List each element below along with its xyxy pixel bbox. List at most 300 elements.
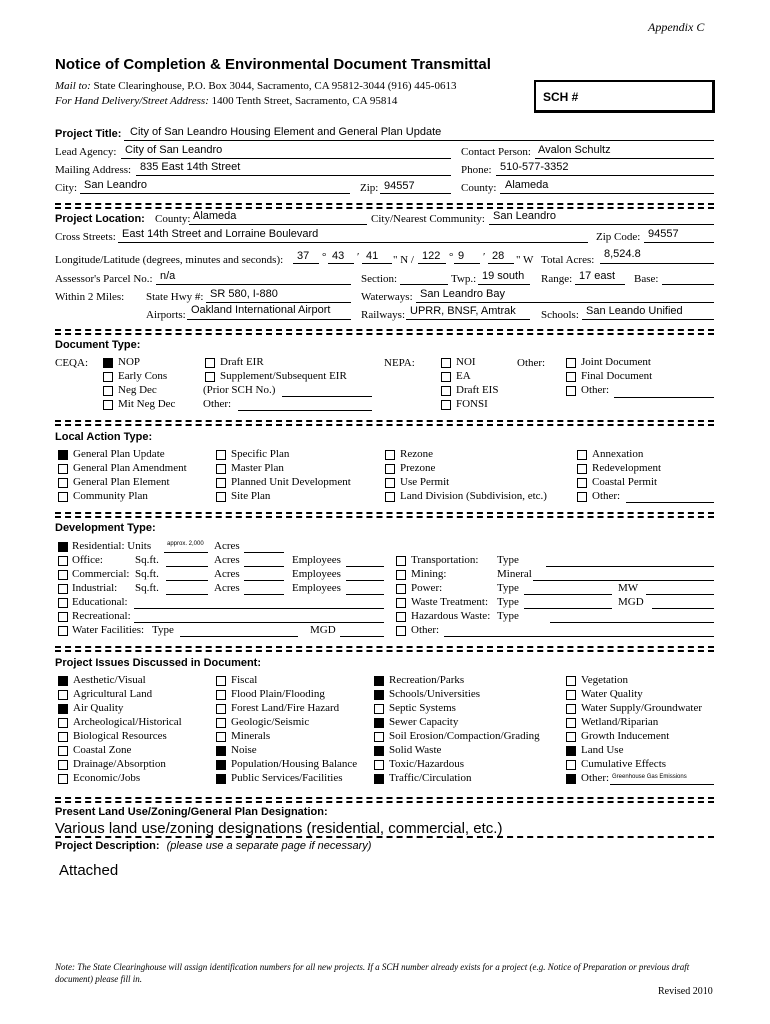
issue-option-checkbox[interactable] <box>566 774 576 784</box>
commercial-employees-line <box>346 580 384 581</box>
issue-option-label: Forest Land/Fire Hazard <box>231 702 340 714</box>
local-action-option-checkbox[interactable] <box>216 450 226 460</box>
ceqa-other-line <box>238 410 372 411</box>
lat-min-line <box>328 263 354 264</box>
other-doc-option-label: Other: <box>581 384 610 396</box>
issue-option-checkbox[interactable] <box>216 690 226 700</box>
issue-option-checkbox[interactable] <box>566 704 576 714</box>
issue-option-checkbox[interactable] <box>216 746 226 756</box>
commercial-label: Commercial: <box>72 568 130 580</box>
issue-option-checkbox[interactable] <box>374 718 384 728</box>
county-line <box>500 193 714 194</box>
ceqa-other-label: Other: <box>203 398 232 410</box>
apn-line <box>156 284 351 285</box>
development-option-type-label: Type <box>497 596 519 608</box>
lon-min[interactable]: 9 <box>458 250 465 262</box>
zip-value[interactable]: 94557 <box>384 180 415 192</box>
issue-option-label: Solid Waste <box>389 744 442 756</box>
local-action-option-label: Prezone <box>400 462 436 474</box>
other-doc-line <box>614 397 714 398</box>
issue-option-label: Fiscal <box>231 674 258 686</box>
prior-sch-line <box>282 396 372 397</box>
issue-option-checkbox[interactable] <box>374 746 384 756</box>
issue-option-label: Wetland/Riparian <box>581 716 659 728</box>
city-line <box>80 193 350 194</box>
lon-sec[interactable]: 28 <box>492 250 505 262</box>
ceqa-option-label: Neg Dec <box>118 384 157 396</box>
zip-label: Zip: <box>360 182 379 194</box>
development-option-line[interactable] <box>533 580 714 581</box>
local-action-option-checkbox[interactable] <box>216 464 226 474</box>
issue-option-label: Land Use <box>581 744 624 756</box>
commercial-acres-label: Acres <box>214 568 240 580</box>
local-action-option-checkbox[interactable] <box>58 450 68 460</box>
recreational-checkbox[interactable] <box>58 612 68 622</box>
phone-value[interactable]: 510-577-3352 <box>500 161 569 173</box>
local-action-option-checkbox[interactable] <box>577 464 587 474</box>
lead-agency-label: Lead Agency: <box>55 146 117 158</box>
within-label: Within 2 Miles: <box>55 291 125 303</box>
mail-to-address: State Clearinghouse, P.O. Box 3044, Sacramento, CA 95812-3044 (916) 445-0613 <box>93 80 457 92</box>
units-value[interactable]: approx. 2,000 <box>167 541 204 547</box>
range-label: Range: <box>541 273 573 285</box>
issue-option-checkbox[interactable] <box>58 718 68 728</box>
local-action-other-line <box>626 502 714 503</box>
divider <box>55 797 714 799</box>
waterways-value[interactable]: San Leandro Bay <box>420 288 506 300</box>
local-action-option-checkbox[interactable] <box>58 464 68 474</box>
waterways-line <box>416 302 714 303</box>
issue-option-checkbox[interactable] <box>566 732 576 742</box>
ceqa-label: CEQA: <box>55 357 88 369</box>
project-description-line <box>55 840 371 852</box>
issue-option-label: Minerals <box>231 730 271 742</box>
issue-option-checkbox[interactable] <box>566 690 576 700</box>
local-action-option-label: Planned Unit Development <box>231 476 351 488</box>
commercial-employees-label: Employees <box>292 568 341 580</box>
local-action-option-label: Annexation <box>592 448 644 460</box>
office-employees-label: Employees <box>292 554 341 566</box>
cross-streets-value[interactable]: East 14th Street and Lorraine Boulevard <box>122 228 319 240</box>
development-option-line[interactable] <box>550 622 714 623</box>
twp-label: Twp.: <box>451 273 477 285</box>
issue-option-checkbox[interactable] <box>216 676 226 686</box>
development-option-type-label: Type <box>497 554 519 566</box>
mail-to-line <box>55 80 456 92</box>
acres-label: Total Acres: <box>541 254 595 266</box>
residential-checkbox[interactable] <box>58 542 68 552</box>
ceqa-option-checkbox[interactable] <box>205 372 215 382</box>
ceqa-option-label: Supplement/Subsequent EIR <box>220 370 347 382</box>
lon-deg-line <box>418 263 446 264</box>
issue-option-label: Air Quality <box>73 702 124 714</box>
water-facilities-checkbox[interactable] <box>58 626 68 636</box>
railways-value[interactable]: UPRR, BNSF, Amtrak <box>410 305 516 317</box>
development-heading: Development Type: <box>55 522 156 534</box>
ceqa-option-checkbox[interactable] <box>103 400 113 410</box>
issue-option-label: Growth Inducement <box>581 730 670 742</box>
zipcode-value[interactable]: 94557 <box>648 228 679 240</box>
development-option-checkbox[interactable] <box>396 584 406 594</box>
issue-option-label: Toxic/Hazardous <box>389 758 464 770</box>
development-option-label: Transportation: <box>411 554 479 566</box>
apn-value[interactable]: n/a <box>160 270 176 282</box>
county-value[interactable]: Alameda <box>505 179 549 191</box>
issue-option-checkbox[interactable] <box>58 746 68 756</box>
deg-symbol: ° <box>449 251 454 263</box>
other-doc-option-checkbox[interactable] <box>566 358 576 368</box>
lat-sec-line <box>362 263 392 264</box>
commercial-sqft-label: Sq.ft. <box>135 568 159 580</box>
local-action-option-checkbox[interactable] <box>577 450 587 460</box>
zipcode-label: Zip Code: <box>596 231 641 243</box>
lead-agency-value[interactable]: City of San Leandro <box>125 144 223 156</box>
appendix-label: Appendix C <box>648 20 705 34</box>
issue-option-label: Soil Erosion/Compaction/Grading <box>389 730 540 742</box>
local-action-option-checkbox[interactable] <box>58 492 68 502</box>
water-type-label: Type <box>152 624 174 636</box>
waterways-label: Waterways: <box>361 291 413 303</box>
office-sqft-label: Sq.ft. <box>135 554 159 566</box>
development-option-label: Waste Treatment: <box>411 596 489 608</box>
commercial-acres-line <box>244 580 284 581</box>
local-action-option-checkbox[interactable] <box>216 492 226 502</box>
residential-acres-label: Acres <box>214 540 240 552</box>
issue-option-checkbox[interactable] <box>374 676 384 686</box>
local-action-option-label: Site Plan <box>231 490 271 502</box>
development-option-type-label: Type <box>497 610 519 622</box>
office-sqft-line <box>166 566 208 567</box>
issue-option-label: Coastal Zone <box>73 744 132 756</box>
issue-option-label: Sewer Capacity <box>389 716 459 728</box>
mailing-value[interactable]: 835 East 14th Street <box>140 161 241 173</box>
ceqa-option-checkbox[interactable] <box>205 358 215 368</box>
office-acres-label: Acres <box>214 554 240 566</box>
recreational-line <box>134 622 384 623</box>
nepa-option-checkbox[interactable] <box>441 400 451 410</box>
cross-streets-line <box>118 242 588 243</box>
other-doc-option-label: Joint Document <box>581 356 651 368</box>
twp-value[interactable]: 19 south <box>482 270 525 282</box>
issue-option-checkbox[interactable] <box>58 760 68 770</box>
airports-label: Airports: <box>146 309 186 321</box>
divider <box>55 333 714 335</box>
issue-option-label: Schools/Universities <box>389 688 481 700</box>
other-doc-option-checkbox[interactable] <box>566 386 576 396</box>
city-value[interactable]: San Leandro <box>84 179 147 191</box>
airports-line <box>187 319 351 320</box>
other-doc-option-label: Final Document <box>581 370 653 382</box>
development-unit-line[interactable] <box>652 608 714 609</box>
issue-option-checkbox[interactable] <box>58 676 68 686</box>
divider <box>55 424 714 426</box>
residential-acres-line <box>244 552 284 553</box>
local-action-option-checkbox[interactable] <box>385 478 395 488</box>
ceqa-option-label: Early Cons <box>118 370 168 382</box>
nepa-option-label: EA <box>456 370 471 382</box>
issue-option-label: Recreation/Parks <box>389 674 465 686</box>
hand-delivery-line <box>55 95 397 107</box>
doc-type-heading: Document Type: <box>55 339 141 351</box>
hand-delivery-address: 1400 Tenth Street, Sacramento, CA 95814 <box>211 95 398 107</box>
lat-min[interactable]: 43 <box>332 250 345 262</box>
office-checkbox[interactable] <box>58 556 68 566</box>
hwy-line <box>206 302 351 303</box>
nepa-option-label: Draft EIS <box>456 384 499 396</box>
divider <box>55 801 714 803</box>
issue-option-checkbox[interactable] <box>374 704 384 714</box>
issue-option-checkbox[interactable] <box>374 732 384 742</box>
lon-deg[interactable]: 122 <box>422 250 441 262</box>
issue-option-label: Population/Housing Balance <box>231 758 358 770</box>
office-label: Office: <box>72 554 103 566</box>
issue-option-label: Traffic/Circulation <box>389 772 472 784</box>
office-acres-line <box>244 566 284 567</box>
industrial-employees-label: Employees <box>292 582 341 594</box>
issue-option-label: Cumulative Effects <box>581 758 667 770</box>
section-line <box>400 284 448 285</box>
divider <box>55 646 714 648</box>
issue-option-checkbox[interactable] <box>216 704 226 714</box>
city-label: City: <box>55 182 78 194</box>
north-label: " N / <box>393 254 414 266</box>
sch-label: SCH # <box>543 90 579 104</box>
issue-option-label: Public Services/Facilities <box>231 772 343 784</box>
issue-option-checkbox[interactable] <box>374 760 384 770</box>
other-doc-option-checkbox[interactable] <box>566 372 576 382</box>
development-option-checkbox[interactable] <box>396 556 406 566</box>
twp-line <box>478 284 530 285</box>
other-doc-label: Other: <box>517 357 546 369</box>
project-title-line <box>124 140 714 141</box>
local-action-option-checkbox[interactable] <box>385 450 395 460</box>
units-line <box>164 552 208 553</box>
issue-option-checkbox[interactable] <box>58 690 68 700</box>
community-value[interactable]: San Leandro <box>493 210 556 222</box>
range-value[interactable]: 17 east <box>579 270 616 282</box>
min-symbol: ′ <box>483 251 486 263</box>
nepa-option-checkbox[interactable] <box>441 372 451 382</box>
development-option-label: Power: <box>411 582 443 594</box>
issue-option-label: Economic/Jobs <box>73 772 141 784</box>
present-land-use-heading: Present Land Use/Zoning/General Plan Designation: <box>55 806 328 818</box>
cross-streets-label: Cross Streets: <box>55 231 116 243</box>
issue-option-checkbox[interactable] <box>58 774 68 784</box>
educational-checkbox[interactable] <box>58 598 68 608</box>
local-action-heading: Local Action Type: <box>55 431 153 443</box>
contact-line <box>535 158 714 159</box>
development-option-line[interactable] <box>546 566 714 567</box>
development-option-checkbox[interactable] <box>396 570 406 580</box>
nepa-option-label: FONSI <box>456 398 488 410</box>
divider <box>55 650 714 652</box>
issue-option-label: Flood Plain/Flooding <box>231 688 325 700</box>
base-label: Base: <box>634 273 659 285</box>
local-action-option-label: Specific Plan <box>231 448 290 460</box>
local-action-option-checkbox[interactable] <box>58 478 68 488</box>
location-heading: Project Location: <box>55 213 145 225</box>
issue-option-checkbox[interactable] <box>566 718 576 728</box>
nepa-option-checkbox[interactable] <box>441 386 451 396</box>
lat-deg-line <box>293 263 319 264</box>
project-description-value[interactable]: Attached <box>59 862 119 879</box>
development-option-label: Other: <box>411 624 440 636</box>
contact-value[interactable]: Avalon Schultz <box>538 144 611 156</box>
educational-label: Educational: <box>72 596 128 608</box>
development-option-type-label: Type <box>497 582 519 594</box>
local-action-option-label: General Plan Amendment <box>73 462 187 474</box>
industrial-acres-line <box>244 594 284 595</box>
hwy-value[interactable]: SR 580, I-880 <box>210 288 278 300</box>
development-option-label: Hazardous Waste: <box>411 610 491 622</box>
railways-label: Railways: <box>361 309 405 321</box>
divider <box>55 203 714 205</box>
water-type-line <box>180 636 298 637</box>
industrial-checkbox[interactable] <box>58 584 68 594</box>
community-label: City/Nearest Community: <box>371 213 485 225</box>
issue-option-checkbox[interactable] <box>58 704 68 714</box>
recreational-label: Recreational: <box>72 610 131 622</box>
issue-option-checkbox[interactable] <box>216 732 226 742</box>
deg-symbol: ° <box>322 251 327 263</box>
issue-option-label: Aesthetic/Visual <box>73 674 146 686</box>
lat-sec[interactable]: 41 <box>366 250 379 262</box>
issue-option-checkbox[interactable] <box>566 676 576 686</box>
issues-other-value[interactable]: Greenhouse Gas Emissions <box>612 774 687 780</box>
mailing-label: Mailing Address: <box>55 164 132 176</box>
min-symbol: ′ <box>357 251 360 263</box>
divider <box>55 207 714 209</box>
phone-line <box>496 175 714 176</box>
ceqa-option-checkbox[interactable] <box>103 358 113 368</box>
issue-option-label: Noise <box>231 744 257 756</box>
issue-option-checkbox[interactable] <box>566 760 576 770</box>
loc-county-value[interactable]: Alameda <box>193 210 237 222</box>
local-action-option-label: Rezone <box>400 448 433 460</box>
prior-sch-label: (Prior SCH No.) <box>203 384 276 396</box>
development-option-label: Mining: <box>411 568 447 580</box>
project-description-hint: (please use a separate page if necessary) <box>166 840 372 852</box>
form-title: Notice of Completion & Environmental Document Transmittal <box>55 56 491 73</box>
divider <box>55 420 714 422</box>
issue-option-checkbox[interactable] <box>216 760 226 770</box>
issue-option-label: Drainage/Absorption <box>73 758 166 770</box>
local-action-option-checkbox[interactable] <box>385 492 395 502</box>
hwy-label: State Hwy #: <box>146 291 204 303</box>
issue-option-checkbox[interactable] <box>374 774 384 784</box>
west-label: " W <box>516 254 534 266</box>
nepa-label: NEPA: <box>384 357 415 369</box>
lead-agency-line <box>121 158 451 159</box>
acres-value[interactable]: 8,524.8 <box>604 248 641 260</box>
revised-label: Revised 2010 <box>658 986 713 997</box>
issue-option-checkbox[interactable] <box>216 774 226 784</box>
development-option-checkbox[interactable] <box>396 626 406 636</box>
ceqa-option-label: NOP <box>118 356 141 368</box>
schools-label: Schools: <box>541 309 579 321</box>
acres-line <box>600 263 714 264</box>
community-line <box>489 224 714 225</box>
divider <box>55 512 714 514</box>
railways-line <box>406 319 530 320</box>
commercial-checkbox[interactable] <box>58 570 68 580</box>
development-option-line[interactable] <box>444 636 714 637</box>
phone-label: Phone: <box>461 164 492 176</box>
divider <box>55 329 714 331</box>
section-label: Section: <box>361 273 398 285</box>
development-option-line[interactable] <box>524 608 612 609</box>
local-action-option-label: Community Plan <box>73 490 148 502</box>
loc-county-label: County: <box>155 213 191 225</box>
issue-option-label: Water Supply/Groundwater <box>581 702 702 714</box>
project-title-value[interactable]: City of San Leandro Housing Element and General Plan Update <box>130 126 442 138</box>
ceqa-option-checkbox[interactable] <box>103 386 113 396</box>
local-action-option-checkbox[interactable] <box>577 478 587 488</box>
present-land-use-value[interactable]: Various land use/zoning designations (residential, commercial, etc.) <box>55 820 503 837</box>
local-action-option-label: General Plan Update <box>73 448 165 460</box>
local-action-option-label: Master Plan <box>231 462 284 474</box>
issue-option-label: Vegetation <box>581 674 629 686</box>
issue-option-label: Biological Resources <box>73 730 167 742</box>
local-action-option-label: Use Permit <box>400 476 450 488</box>
issue-option-checkbox[interactable] <box>566 746 576 756</box>
local-action-option-label: Land Division (Subdivision, etc.) <box>400 490 547 502</box>
development-option-line[interactable] <box>524 594 612 595</box>
issue-option-label: Agricultural Land <box>73 688 153 700</box>
ceqa-option-label: Mit Neg Dec <box>118 398 176 410</box>
schools-value[interactable]: San Leando Unified <box>586 305 683 317</box>
issue-option-checkbox[interactable] <box>216 718 226 728</box>
project-title-label: Project Title: <box>55 128 122 140</box>
development-option-checkbox[interactable] <box>396 612 406 622</box>
hand-delivery-label: For Hand Delivery/Street Address: <box>55 95 209 107</box>
development-option-type-label: Mineral <box>497 568 532 580</box>
nepa-option-checkbox[interactable] <box>441 358 451 368</box>
zipcode-line <box>644 242 714 243</box>
local-action-option-checkbox[interactable] <box>577 492 587 502</box>
issue-option-checkbox[interactable] <box>58 732 68 742</box>
mail-to-label: Mail to: <box>55 80 91 92</box>
industrial-label: Industrial: <box>72 582 118 594</box>
educational-line <box>134 608 384 609</box>
divider <box>55 836 714 838</box>
range-line <box>575 284 625 285</box>
mgd-label: MGD <box>618 596 644 608</box>
loc-county-line <box>189 224 367 225</box>
apn-label: Assessor's Parcel No.: <box>55 273 153 285</box>
water-mgd-label: MGD <box>310 624 336 636</box>
lat-deg[interactable]: 37 <box>297 250 310 262</box>
airports-value[interactable]: Oakland International Airport <box>191 304 331 316</box>
local-action-option-label: Coastal Permit <box>592 476 658 488</box>
project-description-heading: Project Description: <box>55 840 160 852</box>
county-label: County: <box>461 182 497 194</box>
local-action-option-checkbox[interactable] <box>216 478 226 488</box>
mailing-line <box>136 175 451 176</box>
issue-option-checkbox[interactable] <box>374 690 384 700</box>
lonlat-label: Longitude/Latitude (degrees, minutes and seconds): <box>55 254 284 266</box>
mw-label: MW <box>618 582 639 594</box>
residential-label: Residential: Units <box>72 540 152 552</box>
development-unit-line[interactable] <box>646 594 714 595</box>
water-mgd-line <box>340 636 384 637</box>
local-action-option-checkbox[interactable] <box>385 464 395 474</box>
commercial-sqft-line <box>166 580 208 581</box>
development-option-checkbox[interactable] <box>396 598 406 608</box>
contact-label: Contact Person: <box>461 146 531 158</box>
ceqa-option-checkbox[interactable] <box>103 372 113 382</box>
footer-note: Note: The State Clearinghouse will assign identification numbers for all new projects. If a SCH number already exists for a project (e.g. Notice of Preparation or previous draft document) please fill in. <box>55 962 690 984</box>
